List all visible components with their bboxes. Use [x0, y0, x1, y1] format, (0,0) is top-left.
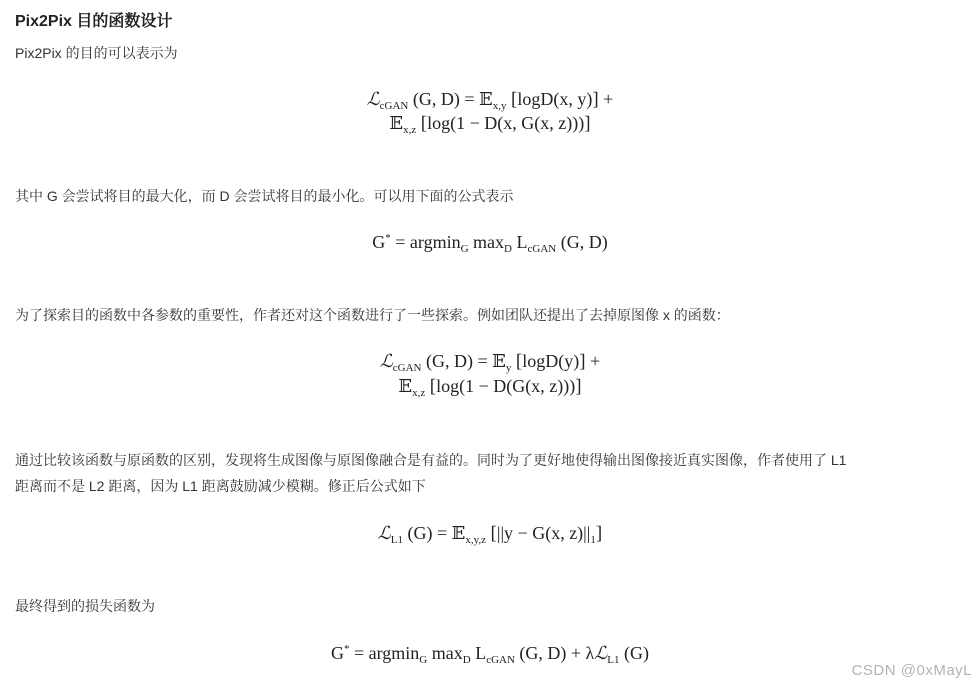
formula-cgan-loss-line2: 𝔼$_{x,z}$ [log(1 − D(x, G(x, z)))]: [389, 113, 591, 136]
compare-paragraph-line2: 距离而不是 L2 距离，因为 L1 距离鼓励减少模糊。修正后公式如下: [15, 478, 426, 494]
csdn-watermark: CSDN @0xMayL: [851, 662, 972, 679]
formula-l1-loss: ℒ$_{L1}$ (G) = 𝔼$_{x,y,z}$ [||y − G(x, $z)||_1$]: [377, 523, 603, 546]
formula-no-x-line1: ℒ$_{cGAN}$ (G, D) = 𝔼$_y$ [logD(y)] +: [379, 351, 601, 374]
section-heading: Pix2Pix 目的函数设计: [15, 13, 173, 30]
formula-no-x-line2: 𝔼$_{x,z}$ [log(1 − D(G(x, z)))]: [398, 376, 582, 399]
final-paragraph: 最终得到的损失函数为: [15, 598, 155, 614]
minmax-paragraph: 其中 G 会尝试将目的最大化，而 D 会尝试将目的最小化。可以用下面的公式表示: [15, 188, 514, 204]
formula-minmax: G* = argmin$_G$ $\max_D L_{cGAN}$ (G, D): [372, 232, 608, 255]
intro-paragraph: Pix2Pix 的目的可以表示为: [15, 45, 178, 61]
compare-paragraph-line1: 通过比较该函数与原函数的区别，发现将生成图像与原图像融合是有益的。同时为了更好地使得输出图像接近真实图像，作者使用了 L1: [15, 452, 847, 468]
formula-cgan-loss-line1: ℒ$_{cGAN}$ (G, D) = 𝔼$_{x,y}$ [logD(x, y)] +: [366, 89, 614, 112]
explore-paragraph: 为了探索目的函数中各参数的重要性，作者还对这个函数进行了一些探索。例如团队还提出了去掉原图像 x 的函数：: [15, 307, 730, 323]
formula-final-objective: G* = argmin$_G$ $\max_D L_{cGAN}$ (G, D) + λℒ$_{L1}$ (G): [330, 643, 649, 666]
